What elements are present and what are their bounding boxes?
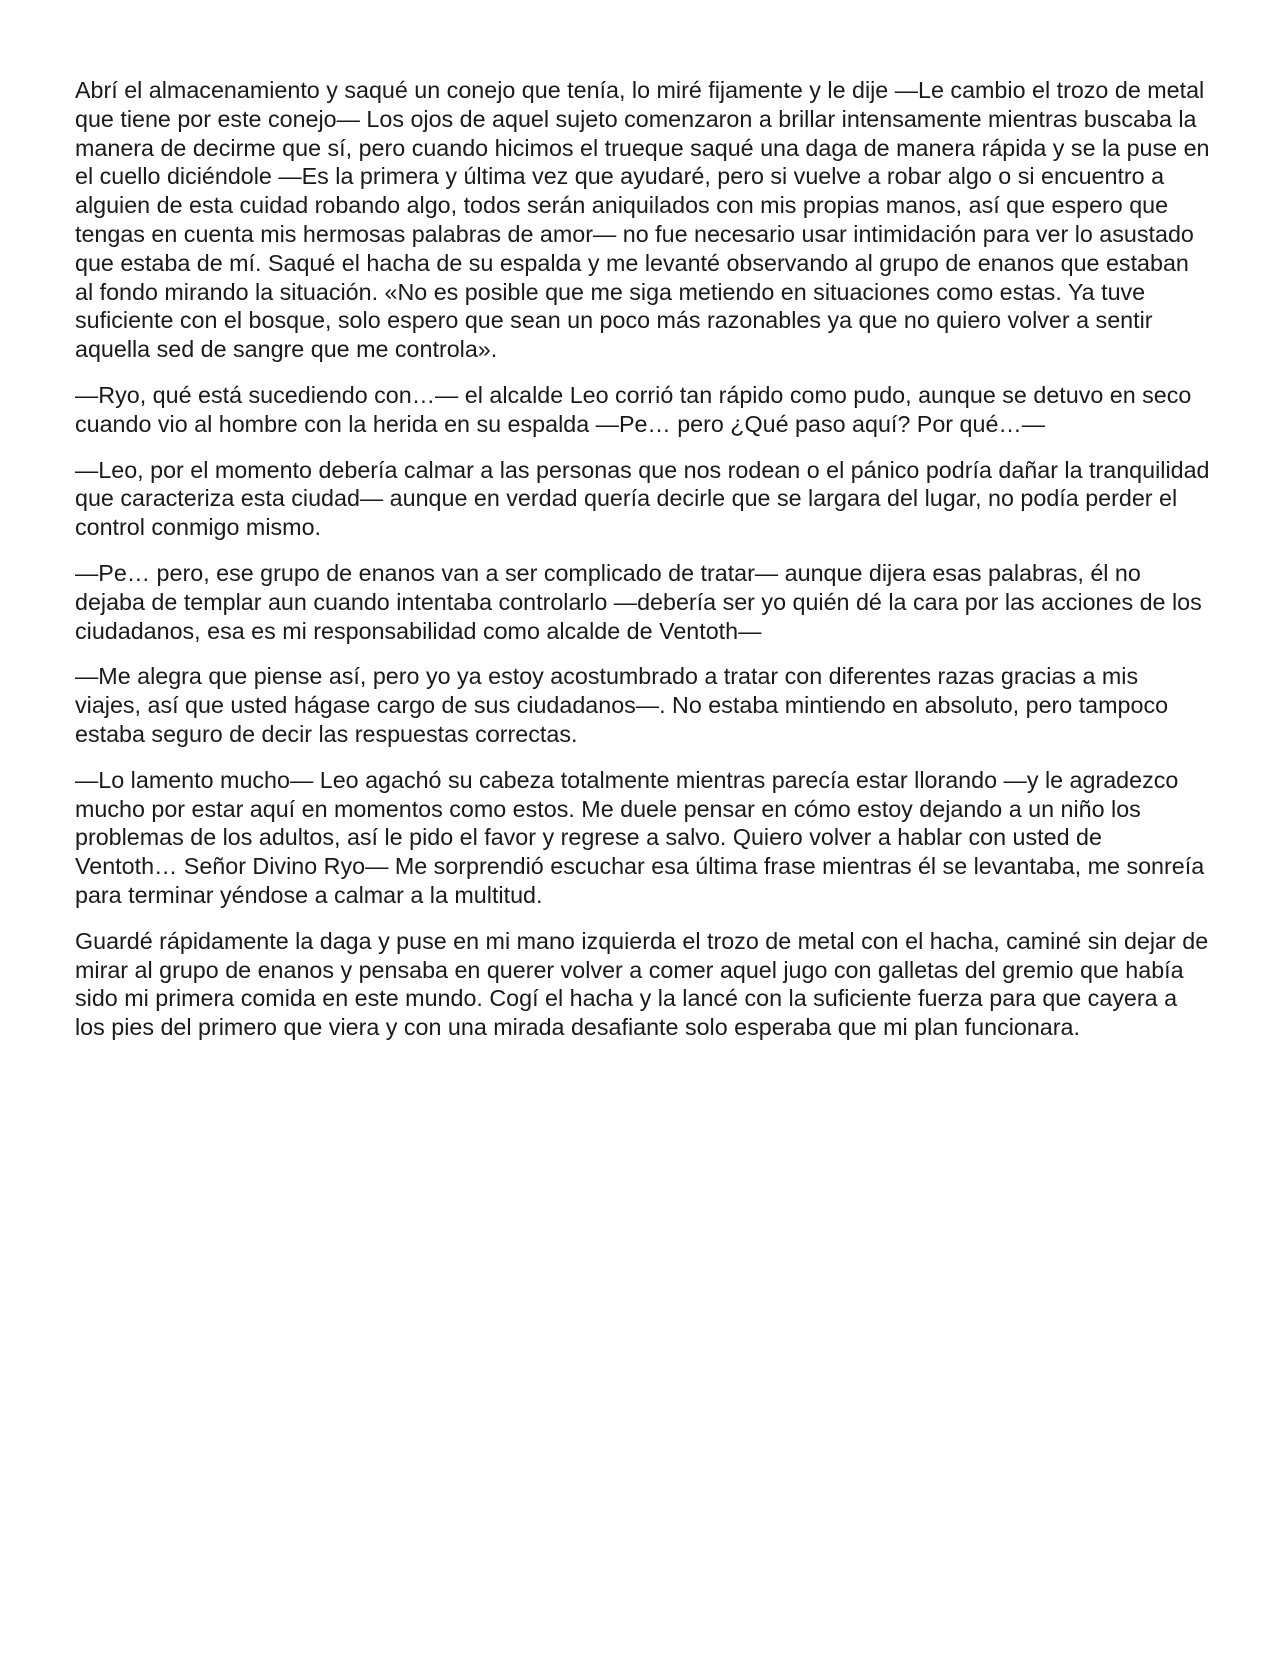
paragraph: Guardé rápidamente la daga y puse en mi mano izquierda el trozo de metal con el hacha, caminé sin dejar de mirar al grupo de enanos y pensaba en querer volver a comer aquel jugo con galletas del gremio que había sido mi primera comida en este mundo. Cogí el hacha y la lancé con la suficiente fuerza para que cayera a los pies del primero que viera y con una mirada desafiante solo esperaba que mi plan funcionara. xyxy=(75,927,1209,1041)
paragraph: —Leo, por el momento debería calmar a las personas que nos rodean o el pánico podría dañar la tranquilidad que caracteriza esta ciudad— aunque en verdad quería decirle que se largara del lugar, no podía perder el control conmigo mismo. xyxy=(75,456,1210,541)
paragraph: —Pe… pero, ese grupo de enanos van a ser complicado de tratar— aunque dijera esas palabras, él no dejaba de templar aun cuando intentaba controlarlo —debería ser yo quién dé la cara por las acciones de los ciudadanos, esa es mi responsabilidad como alcalde de Ventoth— xyxy=(75,559,1202,644)
paragraph: —Me alegra que piense así, pero yo ya estoy acostumbrado a tratar con diferentes razas gracias a mis viajes, así que usted hágase cargo de sus ciudadanos—. No estaba mintiendo en absoluto, pero tampoco estaba seguro de decir las respuestas correctas. xyxy=(75,663,1169,747)
paragraph: Abrí el almacenamiento y saqué un conejo que tenía, lo miré fijamente y le dije —Le cambio el trozo de metal que tiene por este conejo— Los ojos de aquel sujeto comenzaron a brillar intensamente mientras buscaba la manera de decirme que sí, pero cuando hicimos el trueque saqué una daga de manera rápida y se la puse en el cuello diciéndole —Es la primera y última vez que ayudaré, pero si vuelve a robar algo o si encuentro a alguien de esta cuidad robando algo, todos serán aniquilados con mis propias manos, así que espero que tengas en cuenta mis hermosas palabras de amor— no fue necesario usar intimidación para ver lo asustado que estaba de mí. Saqué el hacha de su espalda y me levanté observando al grupo de enanos que estaban al fondo mirando la situación. «No es posible que me siga metiendo en situaciones como estas. Ya tuve suficiente con el bosque, solo espero que sean un poco más razonables ya que no quiero volver a sentir aquella sed de sangre que me controla». xyxy=(75,77,1210,363)
paragraph: —Lo lamento mucho— Leo agachó su cabeza totalmente mientras parecía estar llorando —y le agradezco mucho por estar aquí en momentos como estos. Me duele pensar en cómo estoy dejando a un niño los problemas de los adultos, así le pido el favor y regrese a salvo. Quiero volver a hablar con usted de Ventoth… Señor Divino Ryo— Me sorprendió escuchar esa última frase mientras él se levantaba, me sonreía para terminar yéndose a calmar a la multitud. xyxy=(75,766,1205,908)
paragraph: —Ryo, qué está sucediendo con…— el alcalde Leo corrió tan rápido como pudo, aunque se detuvo en seco cuando vio al hombre con la herida en su espalda —Pe… pero ¿Qué paso aquí? Por qué…— xyxy=(75,381,1192,437)
document-body xyxy=(75,76,1210,1059)
